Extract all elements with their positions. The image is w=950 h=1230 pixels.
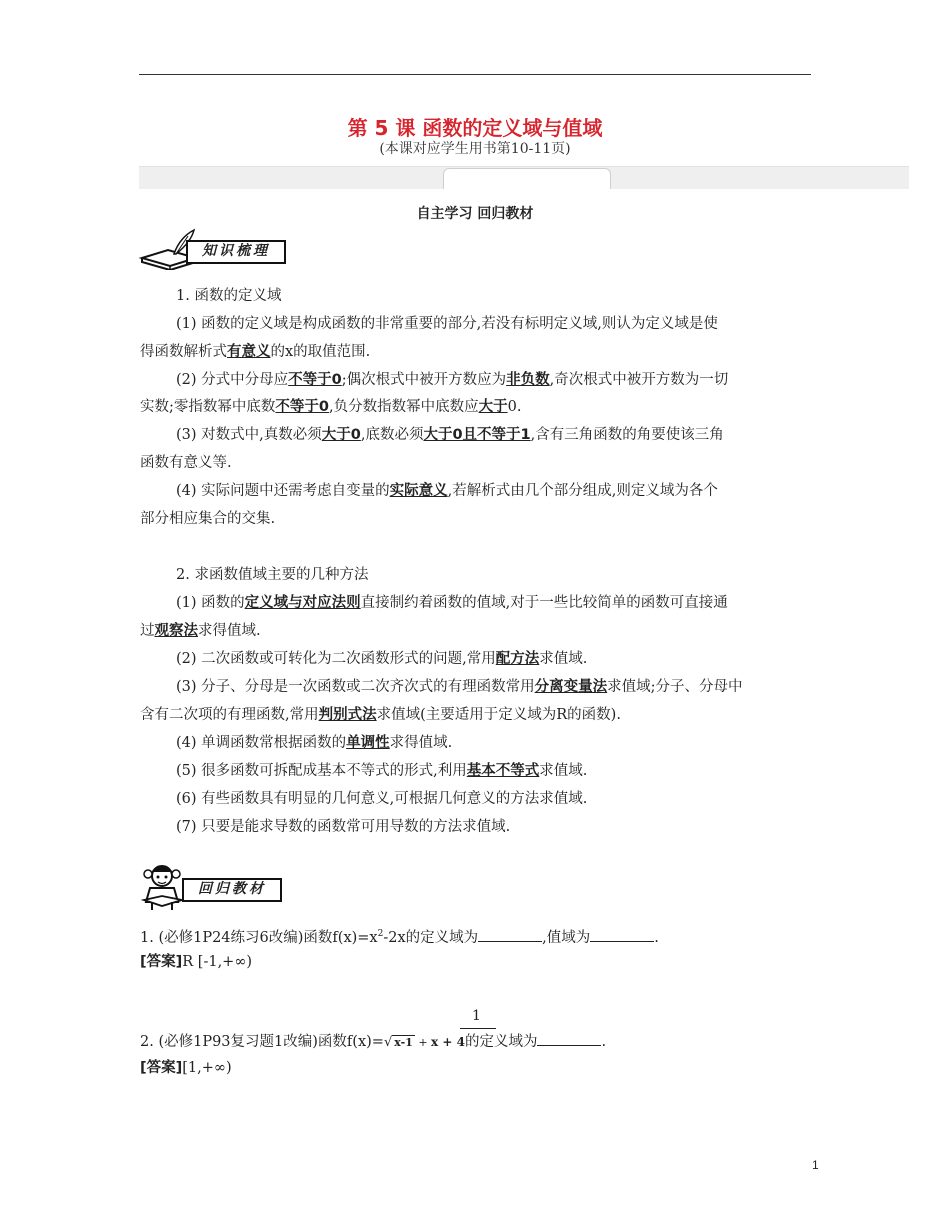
exercise-2: 2. (必修1P93复习题1改编)函数f(x)=√ x-1 + x + 4的定义域为 . <box>140 1031 820 1053</box>
knowledge-banner-label: 知识梳理 <box>186 240 286 264</box>
part1-item2: (2) 分式中分母应不等于0;偶次根式中被开方数应为非负数,奇次根式中被开方数为一切 <box>176 372 729 388</box>
answer-2: [答案][1,+∞) <box>140 1060 232 1076</box>
part2-heading: 2. 求函数值域主要的几种方法 <box>176 567 369 583</box>
part2-method3: (3) 分子、分母是一次函数或二次齐次式的有理函数常用分离变量法求值域;分子、分母中 <box>176 679 743 695</box>
page-subtitle: (本课对应学生用书第10-11页) <box>379 141 571 157</box>
fraction-numerator: 1 <box>472 1008 481 1024</box>
part1-item3: (3) 对数式中,真数必须大于0,底数必须大于0且不等于1,含有三角函数的角要使该三角 <box>176 427 724 443</box>
part2-method7: (7) 只要是能求导数的函数常可用导数的方法求值域. <box>176 819 511 835</box>
part1-item4: (4) 实际问题中还需考虑自变量的实际意义,若解析式由几个部分组成,则定义域为各个 <box>176 483 718 499</box>
part2-method5: (5) 很多函数可拆配成基本不等式的形式,利用基本不等式求值域. <box>176 763 588 779</box>
part1-item4-cont: 部分相应集合的交集. <box>140 511 276 527</box>
answer-blank <box>537 1031 601 1046</box>
part2-method1: (1) 函数的定义域与对应法则直接制约着函数的值域,对于一些比较简单的函数可直接通 <box>176 595 728 611</box>
part2-method2: (2) 二次函数或可转化为二次函数形式的问题,常用配方法求值域. <box>176 651 588 667</box>
section-band-tab <box>443 168 611 189</box>
part1-item1: (1) 函数的定义域是构成函数的非常重要的部分,若没有标明定义域,则认为定义域是使 <box>176 316 718 332</box>
part1-item1-cont: 得函数解析式有意义的x的取值范围. <box>140 344 371 360</box>
part1-item3-cont: 函数有意义等. <box>140 455 232 471</box>
answer-blank <box>590 927 654 942</box>
sqrt-expression: x-1 <box>394 1036 413 1049</box>
header-rule <box>139 74 811 75</box>
part1-item2-cont: 实数;零指数幂中底数不等于0,负分数指数幂中底数应大于0. <box>140 399 522 415</box>
exercise-1: 1. (必修1P24练习6改编)函数$f(x)=x^2-2x$的定义域为 ,值域为 . <box>140 924 820 948</box>
textbook-banner-label: 回归教材 <box>182 878 282 902</box>
part2-method6: (6) 有些函数具有明显的几何意义,可根据几何意义的方法求值域. <box>176 791 588 807</box>
textbook-banner <box>138 862 286 912</box>
part2-method1-cont: 过观察法求得值域. <box>140 623 261 639</box>
answer-blank <box>478 927 542 942</box>
fraction-denominator: x + 4 <box>431 1035 465 1049</box>
answer-1: [答案]R [-1,+∞) <box>140 954 253 970</box>
fraction-bar <box>460 1028 496 1029</box>
knowledge-banner <box>138 228 290 270</box>
section-title: 自主学习 回归教材 <box>416 206 534 222</box>
page-title: 第 5 课 函数的定义域与值域 <box>347 116 603 140</box>
part1-heading: 1. 函数的定义域 <box>176 288 282 304</box>
part2-method4: (4) 单调函数常根据函数的单调性求得值域. <box>176 735 453 751</box>
part2-method3-cont: 含有二次项的有理函数,常用判别式法求值域(主要适用于定义域为R的函数). <box>140 707 621 723</box>
page-number: 1 <box>812 1158 819 1172</box>
